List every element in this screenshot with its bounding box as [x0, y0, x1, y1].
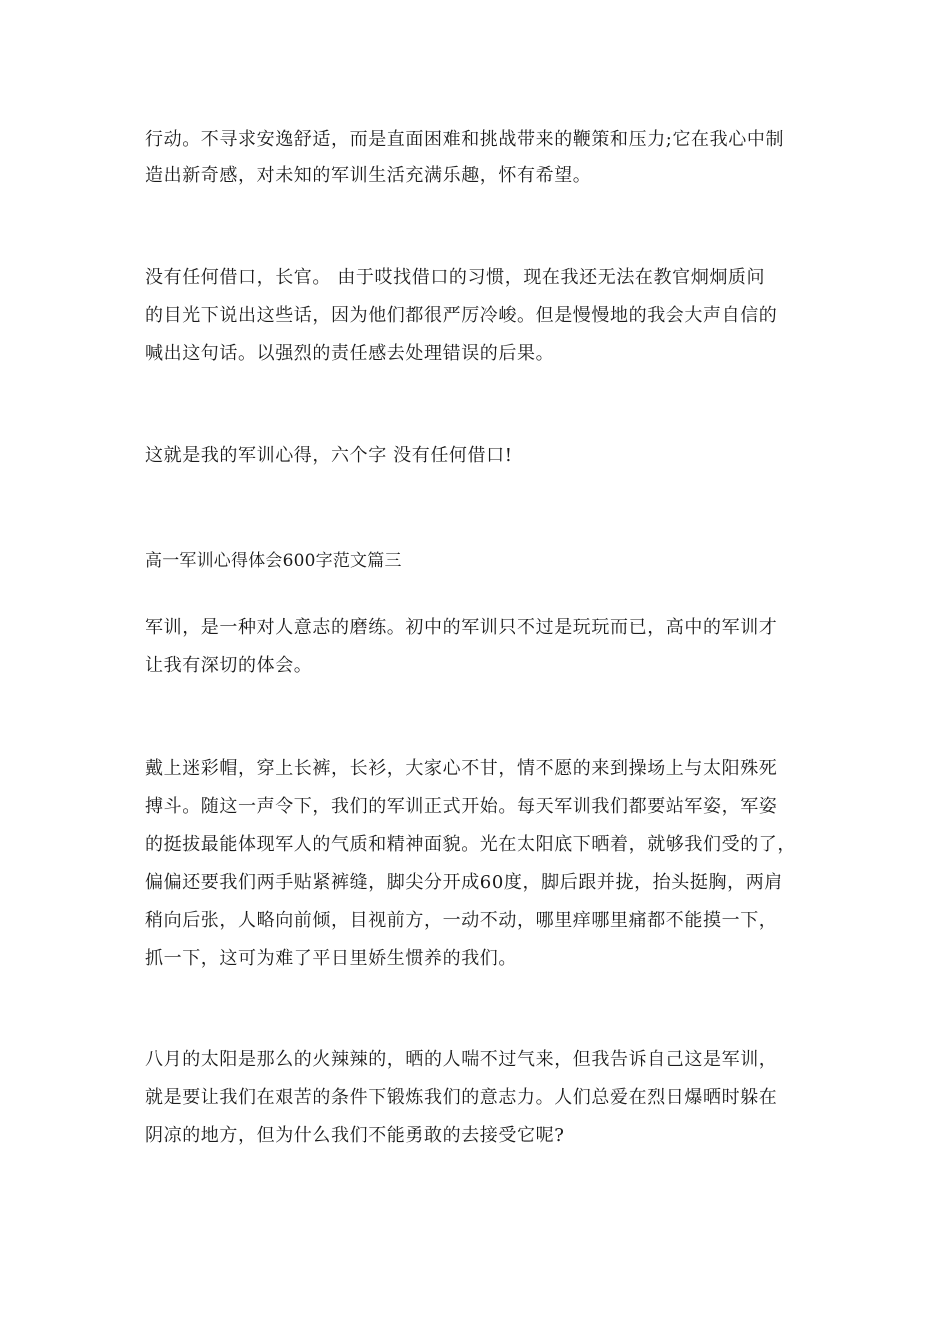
paragraph-4-line-2: 让我有深切的体会。 [145, 655, 313, 676]
paragraph-1-line-2: 造出新奇感，对未知的军训生活充满乐趣，怀有希望。 [145, 165, 592, 186]
section-heading: 高一军训心得体会600字范文篇三 [145, 551, 402, 571]
paragraph-5-line-2: 搏斗。随这一声令下，我们的军训正式开始。每天军训我们都要站军姿，军姿 [145, 796, 778, 817]
paragraph-5-line-3: 的挺拔最能体现军人的气质和精神面貌。光在太阳底下晒着，就够我们受的了， [145, 834, 796, 855]
paragraph-3-line-1: 这就是我的军训心得，六个字 没有任何借口! [145, 445, 513, 466]
paragraph-6-line-1: 八月的太阳是那么的火辣辣的，晒的人喘不过气来，但我告诉自己这是军训， [145, 1049, 778, 1070]
paragraph-4-line-1: 军训，是一种对人意志的磨练。初中的军训只不过是玩玩而已，高中的军训才 [145, 617, 778, 638]
paragraph-5-line-1: 戴上迷彩帽，穿上长裤，长衫，大家心不甘，情不愿的来到操场上与太阳殊死 [145, 758, 778, 779]
paragraph-5-line-5: 稍向后张，人略向前倾，目视前方，一动不动，哪里痒哪里痛都不能摸一下， [145, 910, 778, 931]
paragraph-2-line-1: 没有任何借口，长官。 由于哎找借口的习惯，现在我还无法在教官炯炯质问 [145, 267, 766, 288]
paragraph-6-line-2: 就是要让我们在艰苦的条件下锻炼我们的意志力。人们总爱在烈日爆晒时躲在 [145, 1087, 778, 1108]
paragraph-6-line-3: 阴凉的地方，但为什么我们不能勇敢的去接受它呢? [145, 1125, 565, 1146]
paragraph-5-line-6: 抓一下，这可为难了平日里娇生惯养的我们。 [145, 948, 517, 969]
paragraph-2-line-2: 的目光下说出这些话，因为他们都很严厉冷峻。但是慢慢地的我会大声自信的 [145, 305, 778, 326]
paragraph-2-line-3: 喊出这句话。以强烈的责任感去处理错误的后果。 [145, 343, 555, 364]
paragraph-1-line-1: 行动。不寻求安逸舒适，而是直面困难和挑战带来的鞭策和压力;它在我心中制 [145, 129, 785, 150]
paragraph-5-line-4: 偏偏还要我们两手贴紧裤缝，脚尖分开成60度，脚后跟并拢，抬头挺胸，两肩 [145, 872, 783, 893]
